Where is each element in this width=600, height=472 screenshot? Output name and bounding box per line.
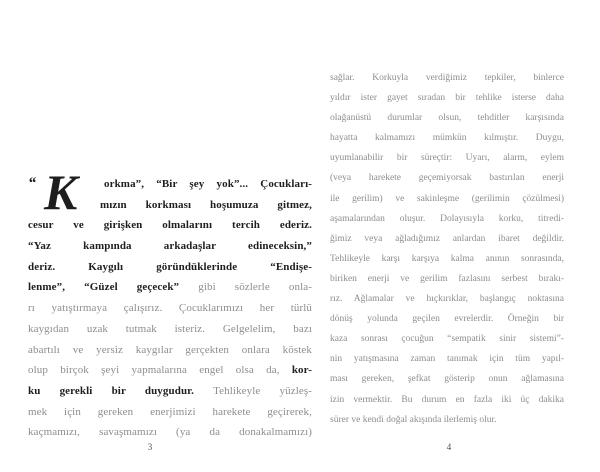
bold-text-segment: lenme”, “Güzel geçecek”: [28, 281, 199, 294]
body-text-segment: hayatta kalmamızı mümkün kılmıştır. Duygu,: [330, 133, 564, 144]
text-line: [330, 369, 564, 389]
text-line: [28, 381, 312, 402]
bold-text-segment: “Yaz kampında arkadaşlar edineceksin,”: [28, 240, 312, 253]
body-text-segment: olağanüstü durumlar olsun, tehditler karşısında: [330, 113, 564, 124]
text-line: [330, 249, 564, 269]
text-line: [330, 88, 564, 108]
body-text-segment: dönüş yolunda geçilen evrelerdir. Örneğin bir: [330, 314, 564, 325]
text-line: [330, 148, 564, 168]
page-number: 3: [147, 442, 153, 452]
body-text-segment: rız. Ağlamalar ve hıçkırıklar, başlangıç noktasına: [330, 294, 564, 305]
body-text-segment: sağlar. Korkuyla verdiğimiz tepkiler, binlerce: [330, 73, 564, 83]
bold-text-segment: mızın korkması hoşumuza gitmez,: [100, 198, 312, 211]
text-line: [28, 277, 312, 298]
bold-text-segment: deriz. Kaygılı göründüklerinde “Endişe-: [28, 260, 312, 273]
text-line: [330, 390, 564, 410]
body-text-segment: kaza sonrası çocuğun “sempatik sinir sistemi”-: [330, 334, 564, 345]
body-text-segment: rı yatıştırmaya çalışırız. Çocuklarımızı her türlü: [28, 302, 312, 315]
body-text-segment: nin yatışmasına zaman tanımak için tüm yapıl-: [330, 354, 564, 365]
bold-text-segment: cesur ve girişken olmalarını tercih ederiz.: [28, 219, 312, 232]
body-text-segment: sürer ve kendi doğal akışında ilerlemiş olur.: [330, 414, 497, 425]
body-text-segment: Tehlikeyle karşı karşıya kalma anının sonrasında,: [330, 253, 564, 264]
body-text-segment: kaygıdan uzak tutmak isteriz. Gelgelelim, bazı: [28, 322, 312, 335]
text-line: [330, 168, 564, 188]
text-line: [330, 269, 564, 289]
body-text-segment: kaçmamızı, savaşmamızı (ya da donakalmamızı): [28, 426, 312, 439]
text-line: [28, 422, 312, 443]
left-page: [28, 164, 312, 443]
page-number: 4: [446, 442, 452, 452]
text-line: [28, 236, 312, 257]
body-text-segment: ğimiz veya ağladığımız anlardan ibaret değildir.: [330, 233, 564, 244]
text-line: [330, 68, 564, 88]
body-text-segment: ması gereken, şefkat gösterip onun ağlamasına: [330, 374, 564, 385]
opening-quote-mark: “: [28, 175, 36, 192]
text-line: [28, 402, 312, 423]
drop-cap-letter: K: [44, 164, 78, 220]
body-text-segment: aşamalarından oluşur. Dolayısıyla korku, titredi-: [330, 213, 564, 224]
body-text-segment: abartılı ve yersiz kaygılar gerçekten onlara köstek: [28, 343, 312, 356]
body-text-segment: izin vermektir. Bu durum en fazla iki üç dakika: [330, 394, 564, 405]
body-text-segment: biriken enerji ve gerilim fazlasını serbest bırakı-: [330, 273, 564, 284]
text-line: [330, 209, 564, 229]
body-text-segment: mek için gereken enerjimizi harekete geçirerek,: [28, 405, 312, 418]
bold-text-segment: kor-: [291, 364, 312, 377]
body-text-segment: uyumlanabilir bir süreçtir: Uyarı, alarm, eylem: [330, 153, 564, 164]
body-text-segment: (veya harekete geçemiyorsak bastırılan enerji: [330, 173, 564, 184]
body-text-segment: ile gerilim) ve sakinleşme (gerilimin çözülmesi): [330, 193, 564, 204]
text-line: [330, 309, 564, 329]
bold-text-segment: ku gerekli bir duygudur.: [28, 384, 214, 397]
text-line: [330, 289, 564, 309]
text-line: [330, 229, 564, 249]
body-text-segment: gibi sözlerle onla-: [198, 281, 312, 294]
body-text-segment: yıldır ister gayet sıradan bir tehlike isterse daha: [330, 93, 564, 104]
text-line: [330, 329, 564, 349]
text-line: [330, 410, 564, 430]
text-line: [28, 340, 312, 361]
text-line: [330, 349, 564, 369]
text-line: [330, 108, 564, 128]
body-text-segment: olup birçok şeyi yapmalarına engel olsa da,: [28, 364, 292, 377]
right-page: [330, 68, 564, 430]
text-line: [330, 128, 564, 148]
body-text-segment: Tehlikeyle yüzleş-: [213, 384, 312, 397]
bold-text-segment: orkma”, “Bir şey yok”... Çocukları-: [104, 178, 312, 190]
text-line: [28, 360, 312, 381]
text-line: [28, 298, 312, 319]
text-line: [330, 189, 564, 209]
text-line: [28, 257, 312, 278]
text-line: [28, 319, 312, 340]
